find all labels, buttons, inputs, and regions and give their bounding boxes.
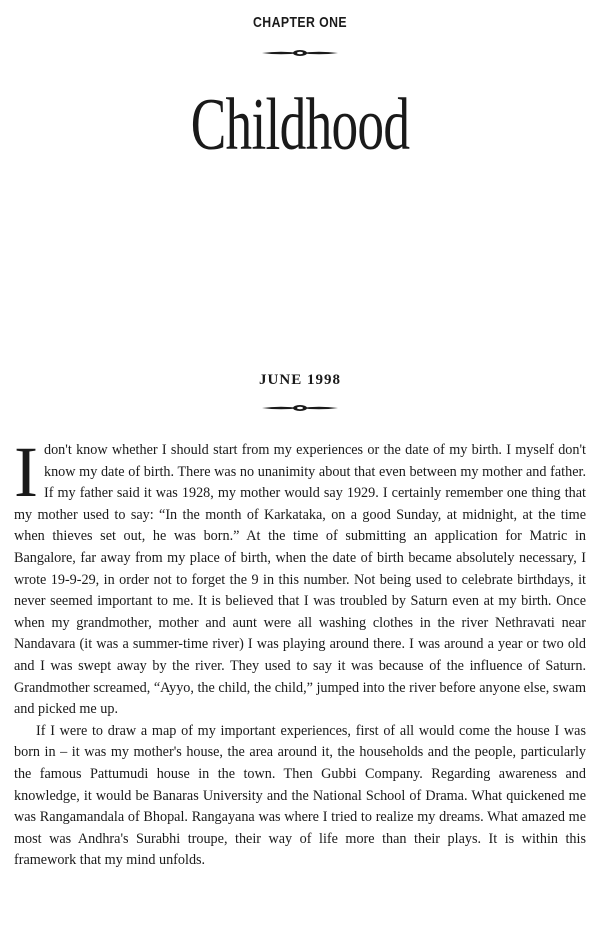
decorative-divider-icon xyxy=(262,44,338,62)
paragraph: If I were to draw a map of my important experiences, first of all would come the house I was born in – it was my mother's house, the area around it, the households and the people, particularly the famous Pattumudi house in the town. Then Gubbi Company. Regarding awareness and knowledge, it would be Banaras University and the National School of Drama. What quickened me was Rangamandala of Bhopal. Rangayana was where I tried to realize my dreams. What amazed me most was Andhra's Surabhi troupe, their way of life more than their plays. It is within this framework that my mind unfolds. xyxy=(14,722,586,869)
paragraph-text: don't know whether I should start from my experiences or the date of my birth. I myself don't know my date of birth. There was no unanimity about that even between my mother and father. If my father said it was 1928, my mother would say 1929. I certainly remember one thing that my mother used to say: “In the month of Karkataka, on a good Sunday, at midnight, at the time when thieves set out, he was born.” At the time of submitting an application for Matric in Bangalore, far away from my place of birth, when the date of birth became absolutely necessary, I wrote 19-9-29, in order not to forget the 9 in this number. Not being used to celebrate birthdays, it never seemed important to me. It is believed that I was troubled by Saturn even at my birth. Once when my grandmother, mother and aunt were all washing clothes in the river Nethravati near Nandavara (it was a summer-time river) I was playing around there. I was around a year or two old and I was swept away by the river. They used to say it was because of the influence of Saturn. Grandmother screamed, “Ayyo, the child, the child,” jumped into the river before anyone else, swam and picked me up. xyxy=(14,442,586,718)
decorative-divider-icon xyxy=(262,399,338,417)
section-date: JUNE 1998 xyxy=(259,372,341,388)
body-text xyxy=(14,432,586,872)
chapter-title: Childhood xyxy=(190,84,410,166)
chapter-label: CHAPTER ONE xyxy=(252,14,348,31)
paragraph xyxy=(14,432,586,721)
drop-cap: I xyxy=(14,432,38,512)
